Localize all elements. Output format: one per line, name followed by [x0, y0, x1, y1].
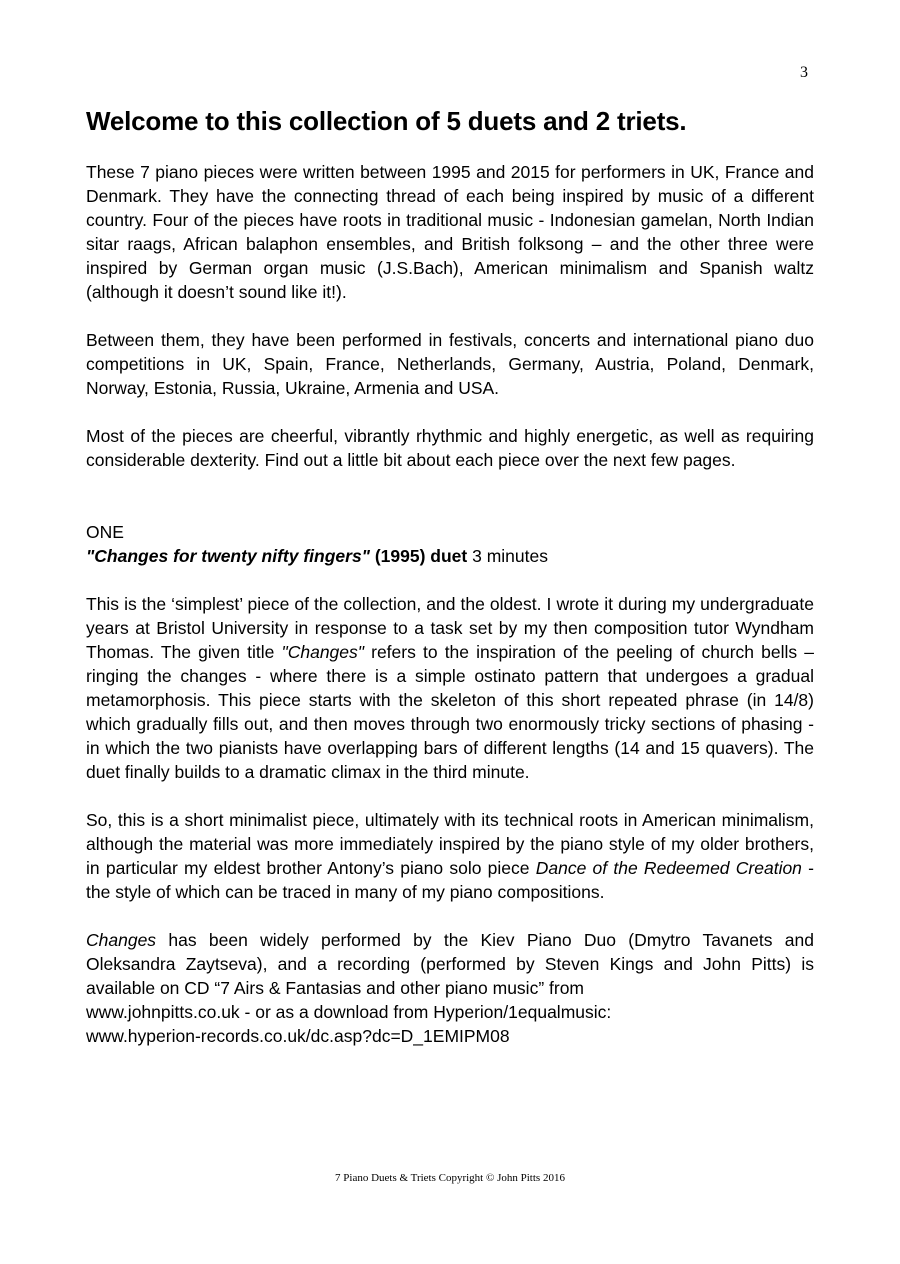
section-spacer	[86, 496, 814, 520]
piece-duration: 3 minutes	[467, 546, 548, 566]
piece-heading	[86, 544, 814, 568]
piece-number: ONE	[86, 522, 124, 542]
piece-paragraph-1-text-b: refers to the inspiration of the peeling of church bells – ringing the changes - where there is a simple ostinato pattern that undergoes a gradual metamorphosis. This piece starts with the skeleton of this short repeated phrase (in 14/8) which gradually fills out, and then moves through two enormously tricky sections of phasing - in which the two pianists have overlapping bars of different lengths (14 and 15 quavers). The duet finally builds to a dramatic climax in the third minute.	[86, 642, 814, 782]
piece-paragraph-2-text-a: So, this is a short minimalist piece, ultimately with its technical roots in American minimalism, although the material was more immediately inspired by the piano style of my older brothers, in particular my eldest brother Antony’s piano solo piece	[86, 810, 814, 878]
piece-paragraph-2-italic: Dance of the Redeemed Creation	[535, 858, 802, 878]
piece-paragraph-1-italic: "Changes"	[281, 642, 364, 662]
piece-paragraph-1-text-a: This is the ‘simplest’ piece of the collection, and the oldest. I wrote it during my undergraduate years at Bristol University in response to a task set by my then composition tutor Wyndham Thomas. The given title	[86, 594, 814, 662]
piece-paragraph-3-italic: Changes	[86, 930, 157, 950]
piece-paragraph-2	[86, 808, 814, 904]
page-title: Welcome to this collection of 5 duets and 2 triets.	[86, 106, 687, 136]
piece-year-type: (1995) duet	[369, 546, 468, 566]
copyright-footer: 7 Piano Duets & Triets Copyright © John Pitts 2016	[335, 1172, 565, 1184]
intro-paragraph-3: Most of the pieces are cheerful, vibrantly rhythmic and highly energetic, as well as requiring considerable dexterity. Find out a little bit about each piece over the next few pages.	[86, 426, 814, 470]
intro-paragraph-1: These 7 piano pieces were written between 1995 and 2015 for performers in UK, France and Denmark. They have the connecting thread of each being inspired by music of a different country. Four of the pieces have roots in traditional music - Indonesian gamelan, North Indian sitar raags, African balaphon ensembles, and British folksong – and the other three were inspired by German organ music (J.S.Bach), American minimalism and Spanish waltz (although it doesn’t sound like it!).	[86, 162, 814, 302]
intro-paragraph-2: Between them, they have been performed in festivals, concerts and international piano duo competitions in UK, Spain, France, Netherlands, Germany, Austria, Poland, Denmark, Norway, Estonia, Russia, Ukraine, Armenia and USA.	[86, 330, 814, 398]
piece-paragraph-2-text-b: - the style of which can be traced in many of my piano compositions.	[86, 858, 814, 902]
piece-paragraph-3	[86, 928, 814, 1000]
hyperion-link[interactable]: www.hyperion-records.co.uk/dc.asp?dc=D_1EMIPM08	[86, 1026, 510, 1046]
piece-title: "Changes for twenty nifty fingers"	[86, 546, 370, 566]
piece-paragraph-3-text: has been widely performed by the Kiev Piano Duo (Dmytro Tavanets and Oleksandra Zaytseva), and a recording (performed by Steven Kings and John Pitts) is available on CD “7 Airs & Fantasias and other piano music” from	[86, 930, 814, 998]
page-number: 3	[800, 64, 808, 81]
page-content	[86, 104, 814, 1048]
piece-paragraph-1	[86, 592, 814, 784]
johnpitts-link-line[interactable]: www.johnpitts.co.uk - or as a download from Hyperion/1equalmusic:	[86, 1002, 612, 1022]
